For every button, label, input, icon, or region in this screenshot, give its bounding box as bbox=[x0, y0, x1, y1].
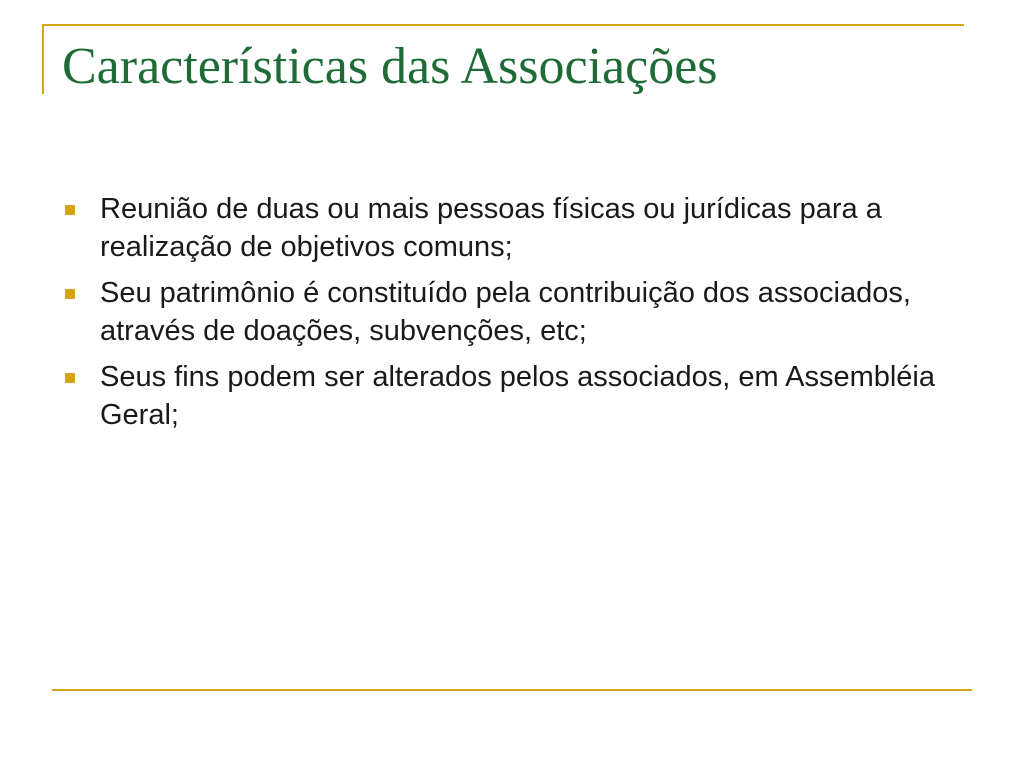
left-border-line bbox=[42, 24, 44, 94]
bullet-list bbox=[62, 190, 962, 442]
top-border-line bbox=[42, 24, 964, 26]
bullet-text: Reunião de duas ou mais pessoas físicas ou jurídicas para a realização de objetivos comuns; bbox=[100, 193, 882, 263]
bottom-border-line bbox=[52, 689, 972, 691]
bullet-item bbox=[62, 358, 962, 434]
bullet-text: Seu patrimônio é constituído pela contribuição dos associados, através de doações, subvenções, etc; bbox=[100, 277, 911, 347]
slide-title: Características das Associações bbox=[62, 38, 718, 95]
bullet-item bbox=[62, 190, 962, 266]
square-bullet-icon bbox=[65, 373, 75, 383]
square-bullet-icon bbox=[65, 205, 75, 215]
square-bullet-icon bbox=[65, 289, 75, 299]
bullet-item bbox=[62, 274, 962, 350]
bullet-text: Seus fins podem ser alterados pelos associados, em Assembléia Geral; bbox=[100, 361, 935, 431]
